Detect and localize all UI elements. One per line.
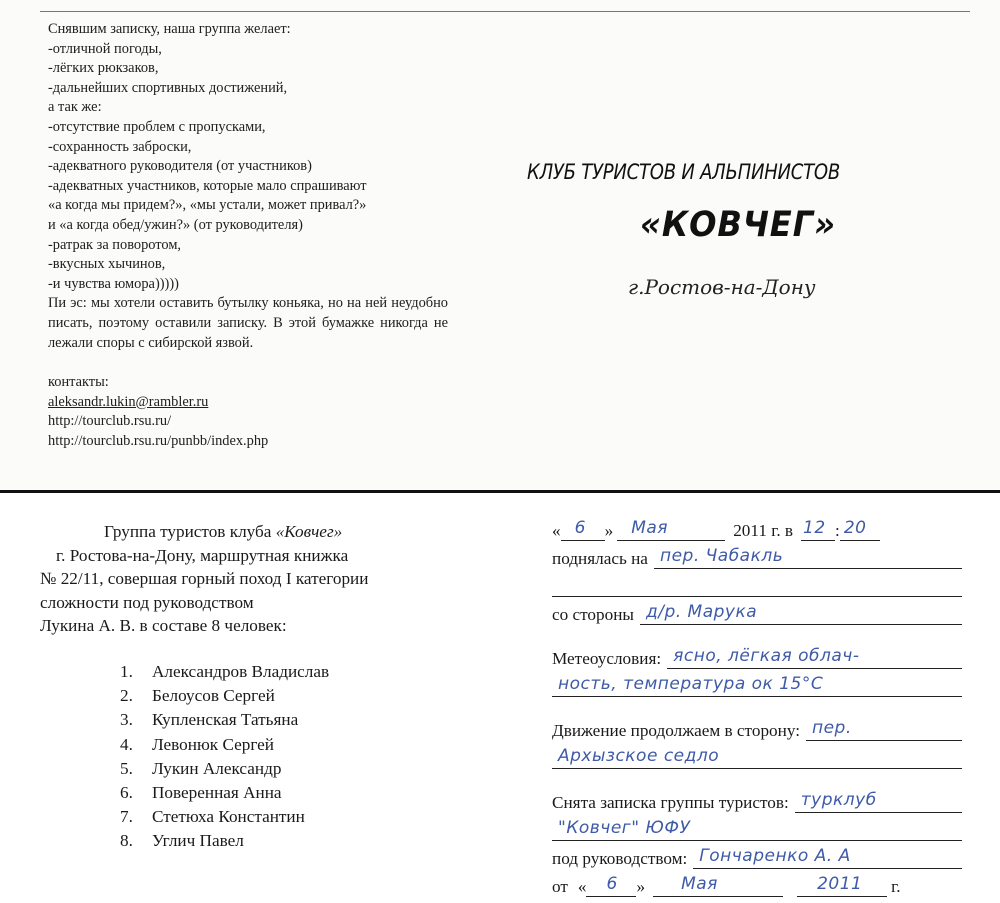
member-name: Левонюк Сергей xyxy=(152,734,274,754)
leader-field[interactable] xyxy=(693,845,962,869)
blank-row xyxy=(552,571,962,597)
member-item xyxy=(120,829,500,853)
handwritten-month: Мая xyxy=(681,874,718,894)
group-intro-line: Лукина А. В. в составе 8 человек: xyxy=(40,616,287,636)
taken-row-2 xyxy=(552,815,962,841)
weather-row xyxy=(552,643,962,669)
member-name: Купленская Татьяна xyxy=(152,710,299,730)
handwritten-direction: Архызское седло xyxy=(558,746,720,766)
member-number: 1. xyxy=(120,661,133,681)
member-name: Лукин Александр xyxy=(152,758,282,778)
from-day-field[interactable] xyxy=(586,873,636,897)
quote-open: « xyxy=(552,521,561,540)
group-intro-text: Группа туристов клуба xyxy=(104,522,276,541)
note-line: -лёгких рюкзаков, xyxy=(48,60,159,77)
member-name: Александров Владислав xyxy=(152,661,330,681)
note-line: -отличной погоды, xyxy=(48,40,162,57)
handwritten-day: 6 xyxy=(574,518,586,538)
spacer xyxy=(48,353,448,373)
note-text xyxy=(48,20,448,451)
note-ps: Пи эс: мы хотели оставить бутылку коньяка, но на ней неудобно писать, поэтому оставили записку. В этой бумажке никогда не лежали споры с сибирской язвой. xyxy=(48,295,448,351)
side-field[interactable] xyxy=(640,601,962,625)
member-list xyxy=(40,660,500,854)
note-line: -и чувства юмора))))) xyxy=(48,275,179,292)
handwritten-group: "Ковчег" ЮФУ xyxy=(558,818,691,838)
from-label: от xyxy=(552,877,568,896)
member-name: Белоусов Сергей xyxy=(152,686,275,706)
year-label: 2011 г. в xyxy=(733,521,794,540)
direction-field[interactable] xyxy=(806,717,962,741)
note-line: -адекватного руководителя (от участников) xyxy=(48,158,312,175)
side-row xyxy=(552,599,962,625)
handwritten-side: д/р. Марука xyxy=(645,602,758,622)
note-line: -вкусных хычинов, xyxy=(48,256,166,273)
taken-field-2[interactable] xyxy=(552,817,962,841)
group-intro-line xyxy=(40,520,500,544)
contact-email-link[interactable]: aleksandr.lukin@rambler.ru xyxy=(48,393,209,410)
handwritten-leader: Гончаренко А. А xyxy=(699,846,851,866)
group-info xyxy=(40,520,500,853)
from-year-field[interactable] xyxy=(797,873,887,897)
taken-row xyxy=(552,787,962,813)
member-number: 2. xyxy=(120,686,133,706)
year-mark: г. xyxy=(891,877,901,896)
note-line: а так же: xyxy=(48,99,102,116)
direction-row xyxy=(552,715,962,741)
club-city: г.Ростов-на-Дону xyxy=(628,275,816,299)
handwritten-hour: 12 xyxy=(803,518,826,538)
note-line: и «а когда обед/ужин?» (от руководителя) xyxy=(48,216,303,233)
from-date-row xyxy=(552,871,962,897)
contacts-label: контакты: xyxy=(48,374,109,391)
note-line: -ратрак за поворотом, xyxy=(48,236,182,253)
member-item xyxy=(120,733,500,757)
handwritten-month: Мая xyxy=(631,518,668,538)
climbed-field[interactable] xyxy=(654,545,962,569)
note-line: «а когда мы придем?», «мы устали, может привал?» xyxy=(48,197,367,214)
contact-site-link[interactable]: http://tourclub.rsu.ru/ xyxy=(48,413,172,430)
date-row xyxy=(552,515,962,541)
member-item xyxy=(120,684,500,708)
note-line: Снявшим записку, наша группа желает: xyxy=(48,21,291,37)
member-name: Стетюха Константин xyxy=(152,807,305,827)
time-minute-field[interactable] xyxy=(840,517,880,541)
note-line: -адекватных участников, которые мало спрашивают xyxy=(48,177,367,194)
member-number: 3. xyxy=(120,710,133,730)
member-item xyxy=(120,757,500,781)
card-divider xyxy=(0,490,1000,493)
direction-row-2 xyxy=(552,743,962,769)
weather-label: Метеоусловия: xyxy=(552,649,662,668)
handwritten-direction: пер. xyxy=(811,718,852,738)
club-title: «КОВЧЕГ» xyxy=(640,205,836,245)
handwritten-minute: 20 xyxy=(843,518,867,538)
direction-label: Движение продолжаем в сторону: xyxy=(552,721,800,740)
handwritten-weather: ясно, лёгкая облач- xyxy=(673,646,860,666)
quote-open: « xyxy=(577,877,587,896)
handwritten-pass: пер. Чабакль xyxy=(659,546,784,566)
quote-close: » xyxy=(604,521,614,540)
weather-row-2 xyxy=(552,671,962,697)
date-day-field[interactable] xyxy=(561,517,605,541)
member-number: 8. xyxy=(120,831,133,851)
from-month-field[interactable] xyxy=(653,873,783,897)
group-club-name: «Ковчег» xyxy=(275,522,343,541)
weather-field-2[interactable] xyxy=(552,673,962,697)
date-month-field[interactable] xyxy=(617,517,725,541)
member-item xyxy=(120,781,500,805)
member-number: 6. xyxy=(120,782,133,802)
handwritten-weather: ность, температура ок 15°С xyxy=(558,674,824,694)
handwritten-day: 6 xyxy=(606,874,618,894)
member-number: 7. xyxy=(120,807,133,827)
quote-close: » xyxy=(636,877,646,896)
member-item xyxy=(120,708,500,732)
group-intro-line: сложности под руководством xyxy=(40,592,254,612)
member-name: Поверенная Анна xyxy=(152,782,282,802)
member-name: Углич Павел xyxy=(152,831,244,851)
member-item xyxy=(120,660,500,684)
group-intro-line: г. Ростова-на-Дону, маршрутная книжка xyxy=(56,545,349,565)
top-rule xyxy=(40,11,970,12)
note-line: -отсутствие проблем с пропусками, xyxy=(48,118,266,135)
taken-label: Снята записка группы туристов: xyxy=(552,793,789,812)
group-intro xyxy=(40,520,500,638)
blank-line[interactable] xyxy=(552,573,962,597)
time-colon: : xyxy=(835,521,840,540)
climbed-row xyxy=(552,543,962,569)
member-number: 5. xyxy=(120,758,133,778)
direction-field-2[interactable] xyxy=(552,745,962,769)
time-hour-field[interactable] xyxy=(801,517,835,541)
note-line: -сохранность заброски, xyxy=(48,138,192,155)
handwritten-year: 2011 xyxy=(817,874,863,894)
member-number: 4. xyxy=(120,734,133,754)
climbed-label: поднялась на xyxy=(552,549,648,568)
leader-label: под руководством: xyxy=(552,849,688,868)
side-label: со стороны xyxy=(552,605,634,624)
taken-field[interactable] xyxy=(795,789,962,813)
handwritten-group: турклуб xyxy=(800,790,877,810)
weather-field[interactable] xyxy=(667,645,962,669)
group-intro-line: № 22/11, совершая горный поход I категории xyxy=(40,569,369,589)
contact-forum-link[interactable]: http://tourclub.rsu.ru/punbb/index.php xyxy=(48,432,269,449)
club-name: КЛУБ ТУРИСТОВ И АЛЬПИНИСТОВ xyxy=(527,160,840,184)
leader-row xyxy=(552,843,962,869)
note-line: -дальнейших спортивных достижений, xyxy=(48,79,288,96)
member-item xyxy=(120,805,500,829)
